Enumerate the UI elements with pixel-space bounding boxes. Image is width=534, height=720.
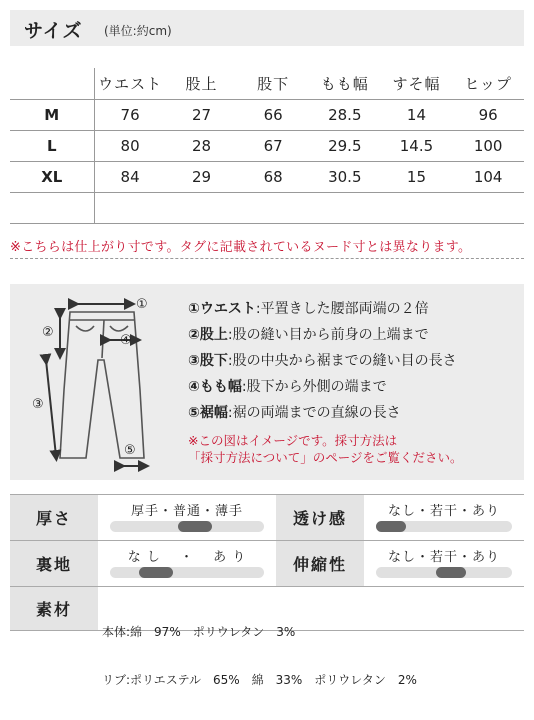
material-label: 素材 — [10, 587, 98, 630]
column-header: ウエスト — [94, 68, 166, 99]
material-text: 本体:綿 97% ポリウレタン 3% リブ:ポリエステル 65% 綿 33% ポリウレタン 2% — [102, 625, 417, 687]
table-cell: 27 — [166, 99, 238, 130]
lining-label: 裏地 — [10, 541, 98, 586]
level-bar — [178, 521, 212, 532]
table-cell: 66 — [237, 99, 309, 130]
table-cell: 15 — [381, 161, 453, 192]
size-table-header-row — [10, 68, 524, 99]
sheer-scale: なし・若干・あり — [364, 495, 524, 540]
diagram-number: ① — [136, 297, 148, 312]
table-cell: 100 — [452, 130, 524, 161]
unit-label: (単位:約cm) — [104, 24, 172, 38]
list-item: ①ウエスト:平置きした腰部両端の２倍 — [188, 301, 429, 317]
table-cell: 76 — [94, 99, 166, 130]
column-header: ヒップ — [452, 68, 524, 99]
table-cell: 30.5 — [309, 161, 381, 192]
list-item: ④もも幅:股下から外側の端まで — [188, 379, 387, 395]
column-header: 股上 — [166, 68, 238, 99]
fabric-properties — [10, 494, 524, 687]
diagram-number: ② — [42, 325, 54, 340]
column-header: 股下 — [237, 68, 309, 99]
finished-size-notice: ※こちらは仕上がり寸です。タグに記載されているヌード寸とは異なります。 — [10, 240, 472, 255]
table-cell: 28 — [166, 130, 238, 161]
size-table — [10, 68, 524, 224]
measurement-guide — [10, 284, 524, 480]
material-row — [10, 587, 524, 687]
size-label-empty — [10, 192, 94, 223]
list-item: ③股下:股の中央から裾までの縫い目の長さ — [188, 353, 457, 369]
table-row — [10, 99, 524, 130]
table-cell-empty — [94, 192, 524, 223]
pants-diagram-icon — [32, 290, 172, 470]
size-table-corner — [10, 68, 94, 99]
level-bar — [436, 567, 466, 578]
table-cell: 96 — [452, 99, 524, 130]
list-item: ②股上:股の縫い目から前身の上端まで — [188, 327, 429, 343]
size-section-header — [10, 10, 524, 46]
stretch-label: 伸縮性 — [276, 541, 364, 586]
sheer-label: 透け感 — [276, 495, 364, 540]
diagram-number: ⑤ — [124, 443, 136, 458]
table-cell: 28.5 — [309, 99, 381, 130]
table-row — [10, 161, 524, 192]
table-cell: 14 — [381, 99, 453, 130]
dashed-divider — [10, 258, 524, 259]
table-cell: 104 — [452, 161, 524, 192]
stretch-scale: なし・若干・あり — [364, 541, 524, 586]
list-item: ⑤裾幅:裾の両端までの直線の長さ — [188, 405, 401, 421]
size-label: M — [10, 99, 94, 130]
property-row — [10, 495, 524, 541]
table-cell: 29.5 — [309, 130, 381, 161]
column-header: もも幅 — [309, 68, 381, 99]
size-title: サイズ — [24, 20, 83, 42]
column-header: すそ幅 — [381, 68, 453, 99]
lining-scale: な し ・ あ り — [98, 541, 276, 586]
table-cell: 68 — [237, 161, 309, 192]
table-cell: 80 — [94, 130, 166, 161]
table-row-empty — [10, 192, 524, 223]
size-label: L — [10, 130, 94, 161]
table-cell: 14.5 — [381, 130, 453, 161]
table-cell: 84 — [94, 161, 166, 192]
diagram-number: ④ — [120, 333, 132, 348]
table-row — [10, 130, 524, 161]
table-cell: 29 — [166, 161, 238, 192]
thickness-scale: 厚手・普通・薄手 — [98, 495, 276, 540]
diagram-number: ③ — [32, 397, 44, 412]
table-cell: 67 — [237, 130, 309, 161]
property-row — [10, 541, 524, 587]
guide-note: ※この図はイメージです。採寸方法は 「採寸方法について」のページをご覧ください。 — [188, 433, 463, 465]
size-label: XL — [10, 161, 94, 192]
thickness-label: 厚さ — [10, 495, 98, 540]
level-bar — [376, 521, 406, 532]
level-bar — [139, 567, 173, 578]
measurement-list — [188, 298, 457, 428]
